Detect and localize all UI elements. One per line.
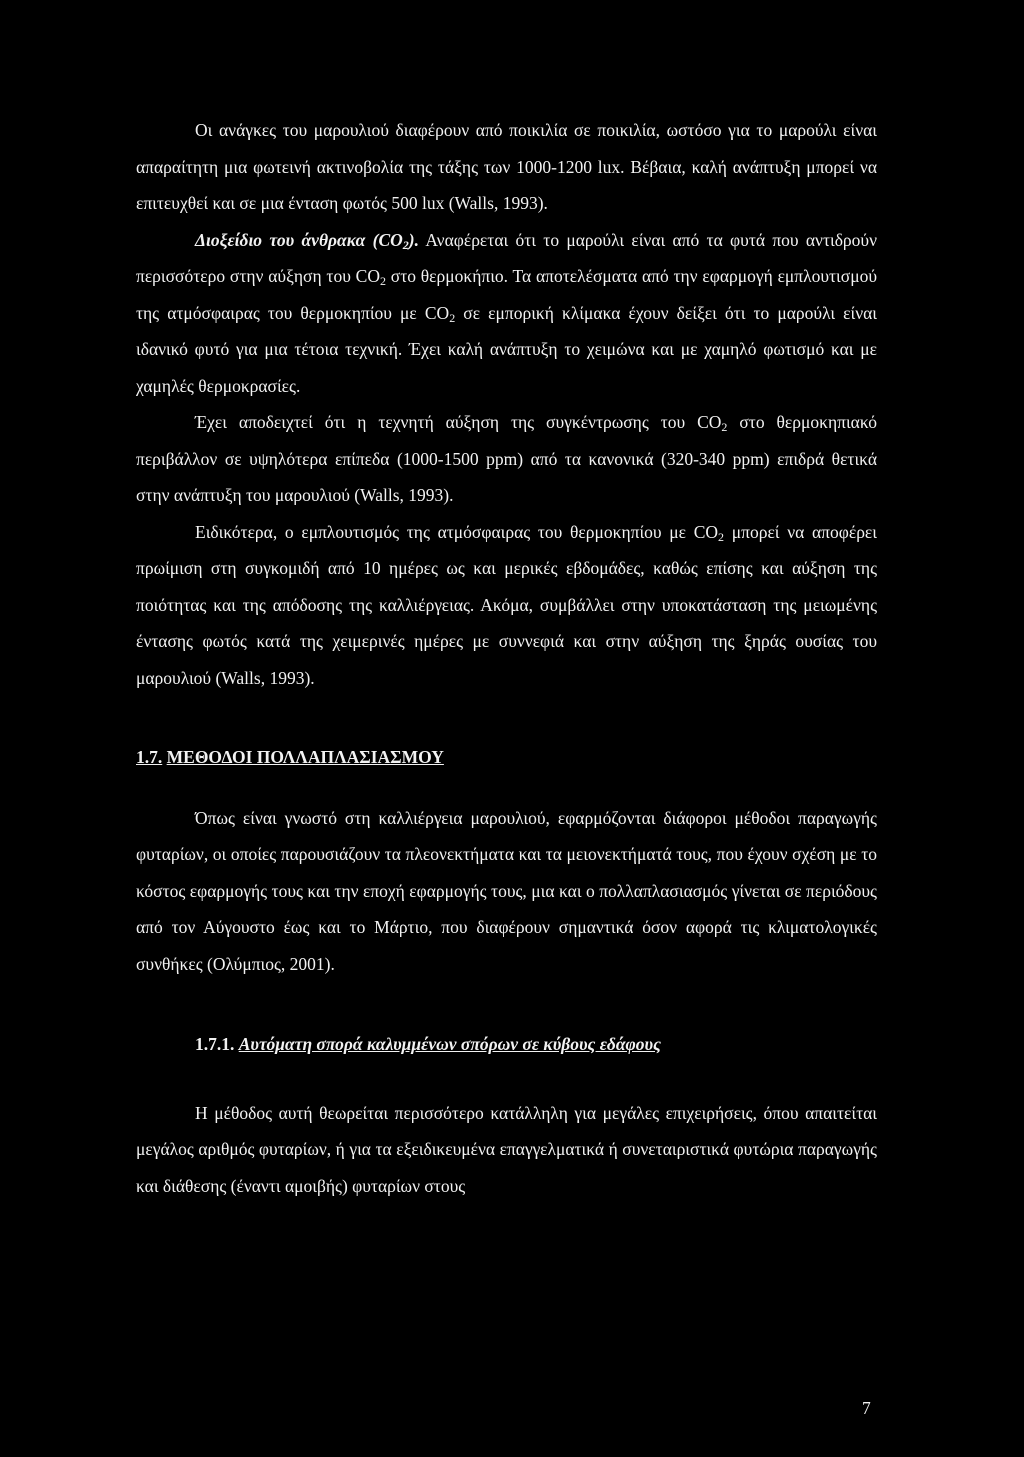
page-body — [136, 112, 877, 1204]
paragraph-co2-concentration: Έχει αποδειχτεί ότι η τεχνητή αύξηση της συγκέντρωσης του $CO_2$ στο θερμοκηπιακό περιβάλλον σε υψηλότερα επίπεδα (1000-1500 ppm) από τα κανονικά (320-340 ppm) επιδρά θετικά στην ανάπτυξη του μαρουλιού (Walls, 1993). — [136, 412, 877, 505]
subsection-title: Αυτόματη σπορά καλυμμένων σπόρων σε κύβους εδάφους — [238, 1034, 661, 1054]
paragraph-co2: Διοξείδιο του άνθρακα $(CO_2)$. Αναφέρεται ότι το μαρούλι είναι από τα φυτά που αντιδρούν περισσότερο στην αύξηση του $CO_2$ στο θερμοκήπιο. Τα αποτελέσματα από την εφαρμογή εμπλουτισμού της ατμόσφαιρας του θερμοκηπίου με $CO_2$ σε εμπορική κλίμακα έχουν δείξει ότι το μαρούλι είναι ιδανικό φυτό για μια τέτοια τεχνική. Έχει καλή ανάπτυξη το χειμώνα και με χαμηλό φωτισμό και με χαμηλές θερμοκρασίες. — [136, 229, 878, 396]
paragraph-light-requirements: Οι ανάγκες του μαρουλιού διαφέρουν από ποικιλία σε ποικιλία, ωστόσο για το μαρούλι είναι απαραίτητη μια φωτεινή ακτινοβολία της τάξης των 1000-1200 lux. Βέβαια, καλή ανάπτυξη μπορεί να επιτευχθεί και σε μια ένταση φωτός 500 lux (Walls, 1993). — [136, 120, 877, 213]
paragraph-automatic-sowing: Η μέθοδος αυτή θεωρείται περισσότερο κατάλληλη για μεγάλες επιχειρήσεις, όπου απαιτείται μεγάλος αριθμός φυταρίων, ή για τα εξειδικευμένα επαγγελματικά ή συνεταιριστικά φυτώρια παραγωγής και διάθεσης (έναντι αμοιβής) φυταρίων στους — [136, 1102, 877, 1196]
paragraph-propagation-methods: Όπως είναι γνωστό στη καλλιέργεια μαρουλιού, εφαρμόζονται διάφοροι μέθοδοι παραγωγής φυταρίων, οι οποίες παρουσιάζουν τα πλεονεκτήματα και τα μειονεκτήματά τους, που έχουν σχέση με το κόστος εφαρμογής τους και την εποχή εφαρμογής τους, μια και ο πολλαπλασιασμός γίνεται σε περιόδους από τον Αύγουστο έως και το Μάρτιο, που διαφέρουν σημαντικά όσον αφορά τις κλιματολογικές συνθήκες (Ολύμπιος, 2001). — [136, 807, 877, 974]
section-title: ΜΕΘΟΔΟΙ ΠΟΛΛΑΠΛΑΣΙΑΣΜΟΥ — [166, 747, 444, 767]
paragraph-co2-enrichment: Ειδικότερα, ο εμπλουτισμός της ατμόσφαιρας του θερμοκηπίου με $CO_2$ μπορεί να αποφέρει πρωίμιση στη συγκομιδή από 10 ημέρες ως και μερικές εβδομάδες, καθώς επίσης και αύξηση της ποιότητας και της απόδοσης της καλλιέργειας. Ακόμα, συμβάλλει στην υποκατάσταση της μειωμένης έντασης φωτός κατά της χειμερινές ημέρες με συννεφιά και στην αύξηση της ξηράς ουσίας του μαρουλιού (Walls, 1993). — [136, 521, 877, 688]
section-heading — [136, 739, 877, 776]
subsection-heading — [136, 1026, 877, 1063]
subsection-number: 1.7.1. — [195, 1034, 235, 1054]
page-number: 7 — [862, 1398, 871, 1418]
section-number: 1.7. — [136, 747, 163, 767]
co2-heading: Διοξείδιο του άνθρακα $(CO_2)$. — [195, 229, 419, 252]
